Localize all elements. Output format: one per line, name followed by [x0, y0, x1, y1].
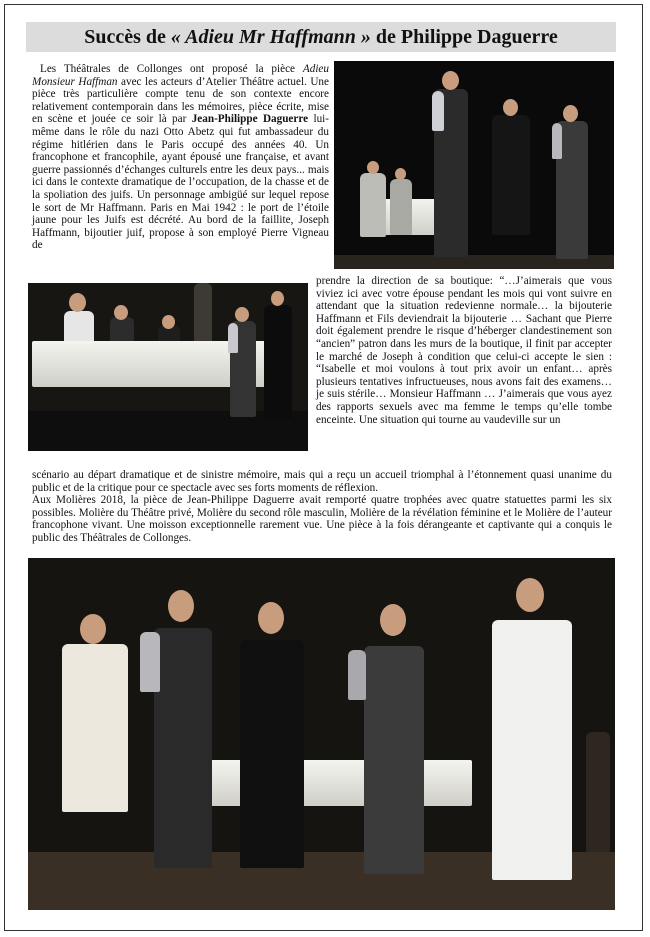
- reception-text: scénario au départ dramatique et de sinistre mémoire, mais qui a reçu un accueil triomphal à l’étonnement quasi unanime du public et de la critique pour ce spectacle avec ses forts moments de réflexion.: [32, 469, 612, 494]
- title-suffix: de Philippe Daguerre: [370, 26, 558, 48]
- photo-actors-handshake: [334, 61, 614, 269]
- author-name: Jean-Philippe Daguerre: [191, 113, 309, 126]
- synopsis-text: prendre la direction de sa boutique: “…J’aimerais que vous viviez ici avec votre épouse pendant les mois qui vont suivre en attendant que la situation redevienne normale… la bijouterie Haffmann et Fils deviendrait la bijouterie … Sachant que Pierre doit également prendre le risque d’héberger clandestinement son “ancien” patron dans les murs de la boutique, il finit par accepter le marché de Joseph à condition que celui-ci accepte le sien : “Isabelle et moi voulons à tout prix avoir un enfant… après plusieurs tentatives infructueuses, nous avons fait des examens… je suis stérile… Monsieur Haffmann … J’aimerais que vous ayez des rapports sexuels avec ma femme le temps qu’elle tombe enceinte. Une situation qui tourne au vaudeville sur un: [316, 275, 612, 426]
- title-prefix: Succès de: [84, 26, 171, 48]
- intro-text-2: avec les acteurs d’Atelier Théâtre actuel. Une pièce très particulière compte tenu de son contexte encore relativement contemporain dans les mémoires, pièce écrite, mise en scène et jouée ce soir là par: [32, 75, 329, 126]
- photo-curtain-call: [28, 558, 615, 910]
- awards-text: Aux Molières 2018, la pièce de Jean-Philippe Daguerre avait remporté quatre trophées avec quatre statuettes parmi les six possibles. Molière du Théâtre privé, Molière du second rôle masculin, Molière de la révélation féminine et le Molière de l’auteur francophone vivant. Une moisson exceptionnelle rarement vue. Une pièce à la fois dérangeante et captivante qui a conquis le public des Théâtrales de Collonges.: [32, 494, 612, 544]
- article-full-width: [32, 469, 612, 545]
- article-title: [26, 22, 616, 52]
- article-column-left: [32, 63, 329, 252]
- intro-text-3: lui-même dans le rôle du nazi Otto Abetz qui fut ambassadeur du régime hitlérien dans le Paris occupé des années 40. Un francophone et francophile, ayant épousé une française, et avant guerre passionnés d’échanges culturels entre les deux pays... mais ici dans le contexte dramatique de l’occupation, de la chasse et de la spoliation des juifs. Un personnage ambigüé sur lequel repose le sort de Mr Haffmann. Paris en Mai 1942 : le port de l’étoile jaune pour les Juifs est décrété. Au bord de la faillite, Joseph Haffmann, bijoutier juif, propose à son employé Pierre Vigneau de: [32, 113, 329, 252]
- photo-dinner-table-scene: [28, 283, 308, 451]
- intro-text: Les Théâtrales de Collonges ont proposé la pièce: [40, 63, 303, 75]
- play-title-inline: Adieu Monsieur Haffman: [32, 63, 329, 88]
- title-play-name: « Adieu Mr Haffmann »: [170, 26, 371, 48]
- article-column-right: [316, 275, 612, 426]
